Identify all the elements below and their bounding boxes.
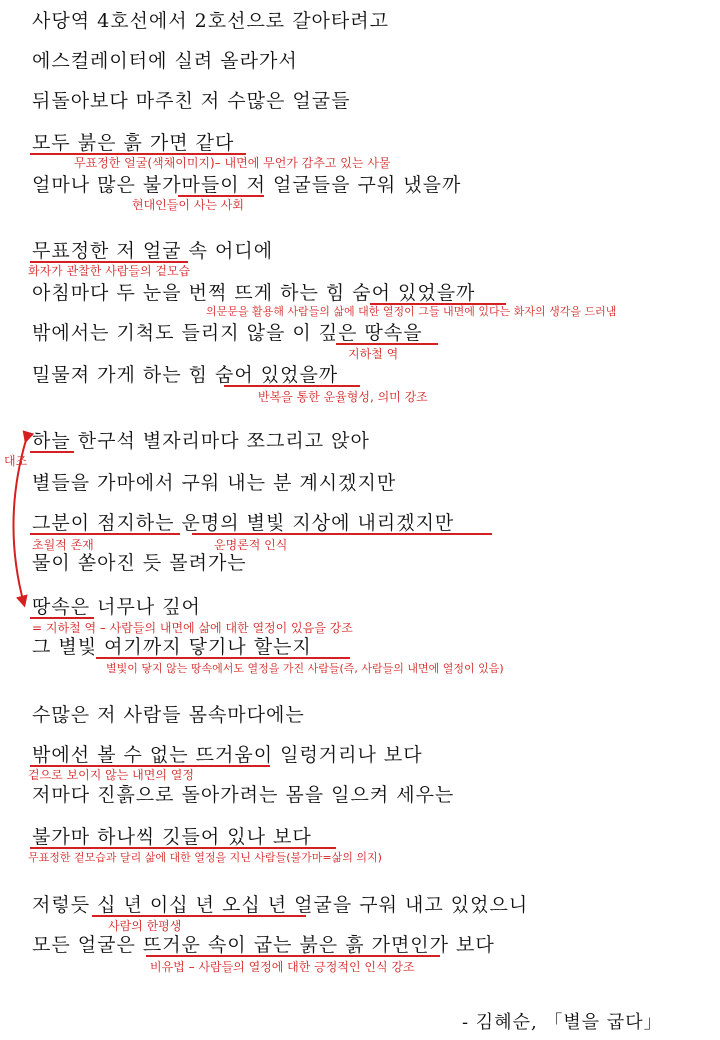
- underline: [92, 915, 306, 917]
- annotation: 초월적 존재: [32, 538, 94, 552]
- underline: [192, 533, 492, 535]
- annotation: 무표정한 겉모습과 달리 삶에 대한 열정을 지닌 사람들(불가마=삶의 의지): [28, 851, 382, 864]
- poem-line: 뒤돌아보다 마주친 저 수많은 얼굴들: [32, 90, 351, 112]
- poem-line: 밖에선 볼 수 없는 뜨거움이 일렁거리나 보다: [32, 744, 423, 766]
- poem-line: 밖에서는 기척도 들리지 않을 이 깊은 땅속을: [32, 322, 423, 344]
- annotation: 겉으로 보이지 않는 내면의 열정: [28, 768, 194, 782]
- annotation: 지하철 역: [348, 347, 399, 361]
- poem-line: 수많은 저 사람들 몸속마다에는: [32, 704, 305, 726]
- poem-credit: - 김혜순, 「별을 굽다」: [462, 1012, 663, 1033]
- underline: [30, 261, 188, 263]
- annotation: 사람의 한평생: [108, 919, 182, 933]
- annotation: 별빛이 닿지 않는 땅속에서도 열정을 가진 사람들(즉, 사람들의 내면에 열정이 있음): [106, 662, 504, 675]
- poem-line: 무표정한 저 얼굴 속 어디에: [32, 240, 274, 262]
- poem-line: 하늘 한구석 별자리마다 쪼그리고 앉아: [32, 430, 370, 452]
- poem-line: 얼마나 많은 불가마들이 저 얼굴들을 구워 냈을까: [32, 174, 462, 196]
- annotation: 대조: [4, 454, 28, 468]
- poem-line: 불가마 하나씩 깃들어 있나 보다: [32, 826, 312, 848]
- annotation: 비유법 – 사람들의 열정에 대한 긍정적인 인식 강조: [150, 960, 415, 974]
- poem-line: 사당역 4호선에서 2호선으로 갈아타려고: [32, 10, 389, 32]
- poem-line: 그분이 점지하는 운명의 별빛 지상에 내리겠지만: [32, 512, 455, 534]
- poem-line: 저마다 진흙으로 돌아가려는 몸을 일으켜 세우는: [32, 784, 455, 806]
- annotation: 운명론적 인식: [214, 538, 288, 552]
- annotation: 무표정한 얼굴(색채이미지)– 내면에 무언가 감추고 있는 사물: [74, 156, 391, 170]
- annotation: = 지하철 역 – 사람들의 내면에 삶에 대한 열정이 있음을 강조: [32, 621, 353, 635]
- annotation: 의문문을 활용해 사람들의 삶에 대한 열정이 그들 내면에 있다는 화자의 생각을 드러냄: [206, 305, 617, 318]
- poem-line: 땅속은 너무나 깊어: [32, 596, 201, 618]
- underline: [336, 343, 438, 345]
- underline: [224, 385, 360, 387]
- annotation: 현대인들이 사는 사회: [132, 198, 244, 212]
- poem-line: 아침마다 두 눈을 번쩍 뜨게 하는 힘 숨어 있었을까: [32, 282, 476, 304]
- annotation: 반복을 통한 운율형성, 의미 강조: [258, 390, 428, 404]
- poem-line: 물이 쏟아진 듯 몰려가는: [32, 552, 247, 574]
- underline: [146, 955, 440, 957]
- underline: [178, 195, 264, 197]
- poem-line: 별들을 가마에서 구워 내는 분 계시겠지만: [32, 472, 397, 494]
- underline: [96, 657, 350, 659]
- poem-line: 밀물져 가게 하는 힘 숨어 있었을까: [32, 364, 339, 386]
- annotation: 화자가 관찰한 사람들의 겉모습: [28, 264, 191, 278]
- poem-line: 모든 얼굴은 뜨거운 속이 굽는 붉은 흙 가면인가 보다: [32, 934, 495, 956]
- contrast-arc: [0, 0, 40, 620]
- underline: [30, 847, 336, 849]
- poem-line: 모두 붉은 흙 가면 같다: [32, 132, 235, 154]
- underline: [30, 533, 180, 535]
- poem-line: 저렇듯 십 년 이십 년 오십 년 얼굴을 구워 내고 있었으니: [32, 894, 529, 916]
- underline: [30, 153, 246, 155]
- underline: [30, 765, 270, 767]
- poem-line: 그 별빛 여기까지 닿기나 할는지: [32, 636, 312, 658]
- poem-line: 에스컬레이터에 실려 올라가서: [32, 50, 298, 72]
